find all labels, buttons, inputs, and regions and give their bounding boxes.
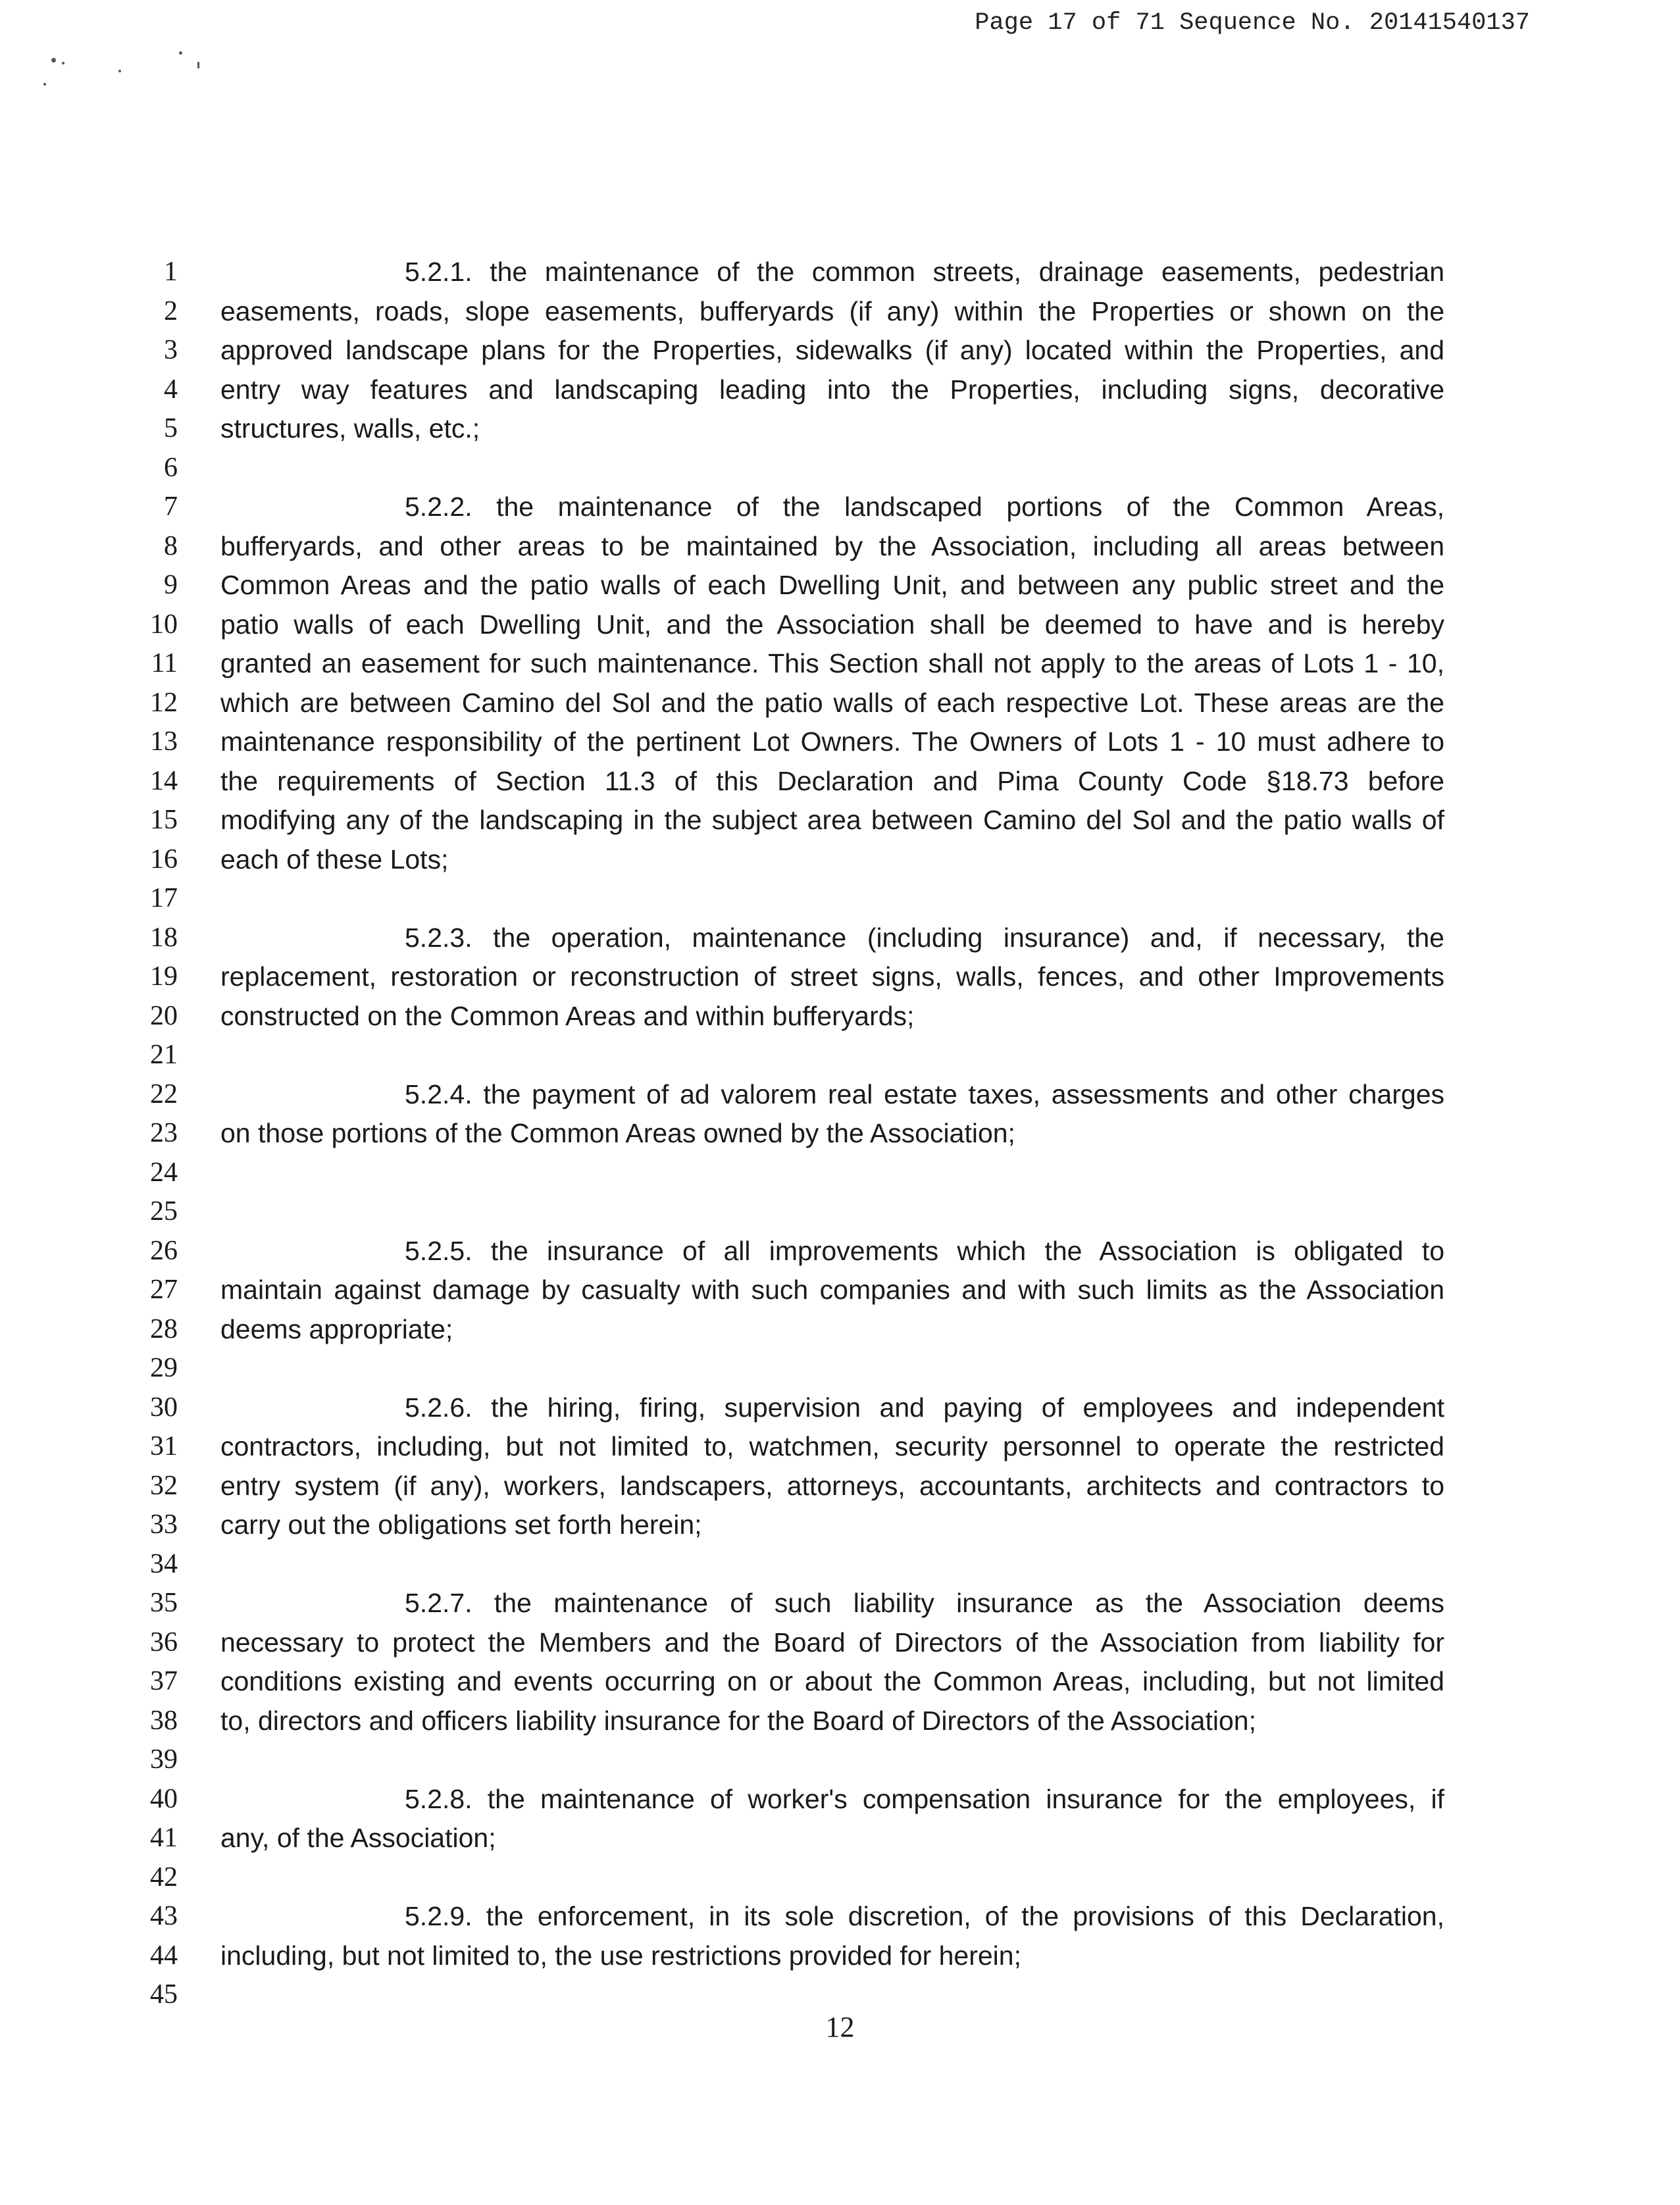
- text-line: entry way features and landscaping leading into the Properties, including signs, decorative: [220, 374, 1444, 405]
- line-number: 24: [150, 1157, 178, 1188]
- text-line: 5.2.3. the operation, maintenance (including insurance) and, if necessary, the: [405, 922, 1444, 953]
- line-number: 4: [164, 374, 178, 405]
- line-number: 25: [150, 1196, 178, 1227]
- line-number: 44: [150, 1940, 178, 1971]
- text-line: deems appropriate;: [220, 1313, 453, 1344]
- blank-line: [220, 1349, 1444, 1388]
- line-number: 13: [150, 726, 178, 757]
- text-line: carry out the obligations set forth herein;: [220, 1509, 702, 1540]
- text-line: approved landscape plans for the Properties, sidewalks (if any) located within the Properties, and: [220, 335, 1444, 365]
- blank-line: [220, 1036, 1444, 1075]
- line-number: 9: [164, 570, 178, 600]
- blank-line: [220, 1545, 1444, 1584]
- blank-line: [220, 1153, 1444, 1193]
- line-numbers: [112, 253, 178, 2015]
- text-line: which are between Camino del Sol and the patio walls of each respective Lot. These areas are the: [220, 687, 1444, 718]
- line-number: 11: [151, 648, 178, 678]
- text-line: 5.2.1. the maintenance of the common streets, drainage easements, pedestrian: [405, 257, 1444, 287]
- line-number: 28: [150, 1313, 178, 1344]
- line-number: 31: [150, 1431, 178, 1461]
- line-number: 3: [164, 335, 178, 365]
- text-line: bufferyards, and other areas to be maintained by the Association, including all areas between: [220, 530, 1444, 561]
- line-number: 10: [150, 609, 178, 640]
- line-number: 36: [150, 1627, 178, 1658]
- text-line: necessary to protect the Members and the Board of Directors of the Association from liability for: [220, 1627, 1444, 1658]
- line-number: 20: [150, 1000, 178, 1031]
- line-number: 22: [150, 1078, 178, 1109]
- text-line: the requirements of Section 11.3 of this Declaration and Pima County Code §18.73 before: [220, 765, 1444, 796]
- blank-line: [220, 449, 1444, 488]
- text-line: any, of the Association;: [220, 1823, 496, 1853]
- line-number: 21: [150, 1040, 178, 1070]
- text-line: modifying any of the landscaping in the subject area between Camino del Sol and the patio walls of: [220, 805, 1444, 835]
- text-line: 5.2.6. the hiring, firing, supervision and paying of employees and independent: [405, 1392, 1444, 1423]
- line-number: 15: [150, 805, 178, 835]
- text-line: 5.2.5. the insurance of all improvements which the Association is obligated to: [405, 1235, 1444, 1266]
- text-line: Common Areas and the patio walls of each Dwelling Unit, and between any public street and the: [220, 570, 1444, 600]
- line-number: 23: [150, 1118, 178, 1148]
- line-number: 19: [150, 961, 178, 992]
- text-line: easements, roads, slope easements, bufferyards (if any) within the Properties or shown on the: [220, 295, 1444, 326]
- text-line: conditions existing and events occurring on or about the Common Areas, including, but not limited: [220, 1666, 1444, 1696]
- text-line: granted an easement for such maintenance. This Section shall not apply to the areas of Lots 1 - 10,: [220, 648, 1444, 678]
- line-number: 8: [164, 530, 178, 561]
- blank-line: [220, 1975, 1444, 2015]
- blank-line: [220, 879, 1444, 919]
- text-line: entry system (if any), workers, landscapers, attorneys, accountants, architects and contractors to: [220, 1470, 1444, 1501]
- text-line: patio walls of each Dwelling Unit, and the Association shall be deemed to have and is hereby: [220, 609, 1444, 640]
- line-number: 45: [150, 1979, 178, 2010]
- text-line: on those portions of the Common Areas owned by the Association;: [220, 1118, 1015, 1148]
- line-number: 39: [150, 1744, 178, 1775]
- line-number: 17: [150, 883, 178, 913]
- text-line: 5.2.8. the maintenance of worker's compensation insurance for the employees, if: [405, 1783, 1444, 1814]
- line-number: 2: [164, 295, 178, 326]
- blank-line: [220, 1740, 1444, 1780]
- line-number: 27: [150, 1275, 178, 1305]
- scan-specks: [39, 46, 211, 99]
- line-number: 33: [150, 1509, 178, 1540]
- line-number: 14: [150, 765, 178, 796]
- page-header: Page 17 of 71 Sequence No. 20141540137: [975, 9, 1530, 37]
- blank-line: [220, 1858, 1444, 1898]
- line-number: 32: [150, 1470, 178, 1501]
- text-line: structures, walls, etc.;: [220, 413, 480, 444]
- line-number: 16: [150, 844, 178, 874]
- text-line: to, directors and officers liability insurance for the Board of Directors of the Association;: [220, 1705, 1256, 1736]
- line-number: 6: [164, 452, 178, 483]
- text-line: contractors, including, but not limited to, watchmen, security personnel to operate the restricted: [220, 1431, 1444, 1461]
- line-number: 38: [150, 1705, 178, 1736]
- text-line: maintenance responsibility of the pertinent Lot Owners. The Owners of Lots 1 - 10 must adhere to: [220, 726, 1444, 757]
- line-number: 41: [150, 1823, 178, 1853]
- blank-line: [220, 1192, 1444, 1232]
- line-number: 35: [150, 1588, 178, 1618]
- line-number: 18: [150, 922, 178, 953]
- text-line: 5.2.7. the maintenance of such liability insurance as the Association deems: [405, 1588, 1444, 1618]
- text-line: maintain against damage by casualty with such companies and with such limits as the Association: [220, 1275, 1444, 1305]
- text-line: each of these Lots;: [220, 844, 449, 874]
- line-number: 5: [164, 413, 178, 444]
- text-line: including, but not limited to, the use restrictions provided for herein;: [220, 1940, 1021, 1971]
- text-line: 5.2.4. the payment of ad valorem real estate taxes, assessments and other charges: [405, 1078, 1444, 1109]
- line-number: 43: [150, 1901, 178, 1931]
- text-line: 5.2.9. the enforcement, in its sole discretion, of the provisions of this Declaration,: [405, 1901, 1444, 1931]
- line-number: 42: [150, 1862, 178, 1892]
- text-line: constructed on the Common Areas and within bufferyards;: [220, 1000, 915, 1031]
- line-number: 34: [150, 1548, 178, 1579]
- line-number: 12: [150, 687, 178, 718]
- line-number: 29: [150, 1353, 178, 1383]
- line-number: 1: [164, 257, 178, 287]
- text-line: replacement, restoration or reconstruction of street signs, walls, fences, and other Improvements: [220, 961, 1444, 992]
- line-number: 30: [150, 1392, 178, 1423]
- line-number: 37: [150, 1666, 178, 1696]
- text-line: 5.2.2. the maintenance of the landscaped portions of the Common Areas,: [405, 492, 1444, 522]
- page-number: 12: [825, 2011, 855, 2043]
- line-number: 40: [150, 1783, 178, 1814]
- line-number: 7: [164, 492, 178, 522]
- document-body: [220, 253, 1444, 2015]
- line-number: 26: [150, 1235, 178, 1266]
